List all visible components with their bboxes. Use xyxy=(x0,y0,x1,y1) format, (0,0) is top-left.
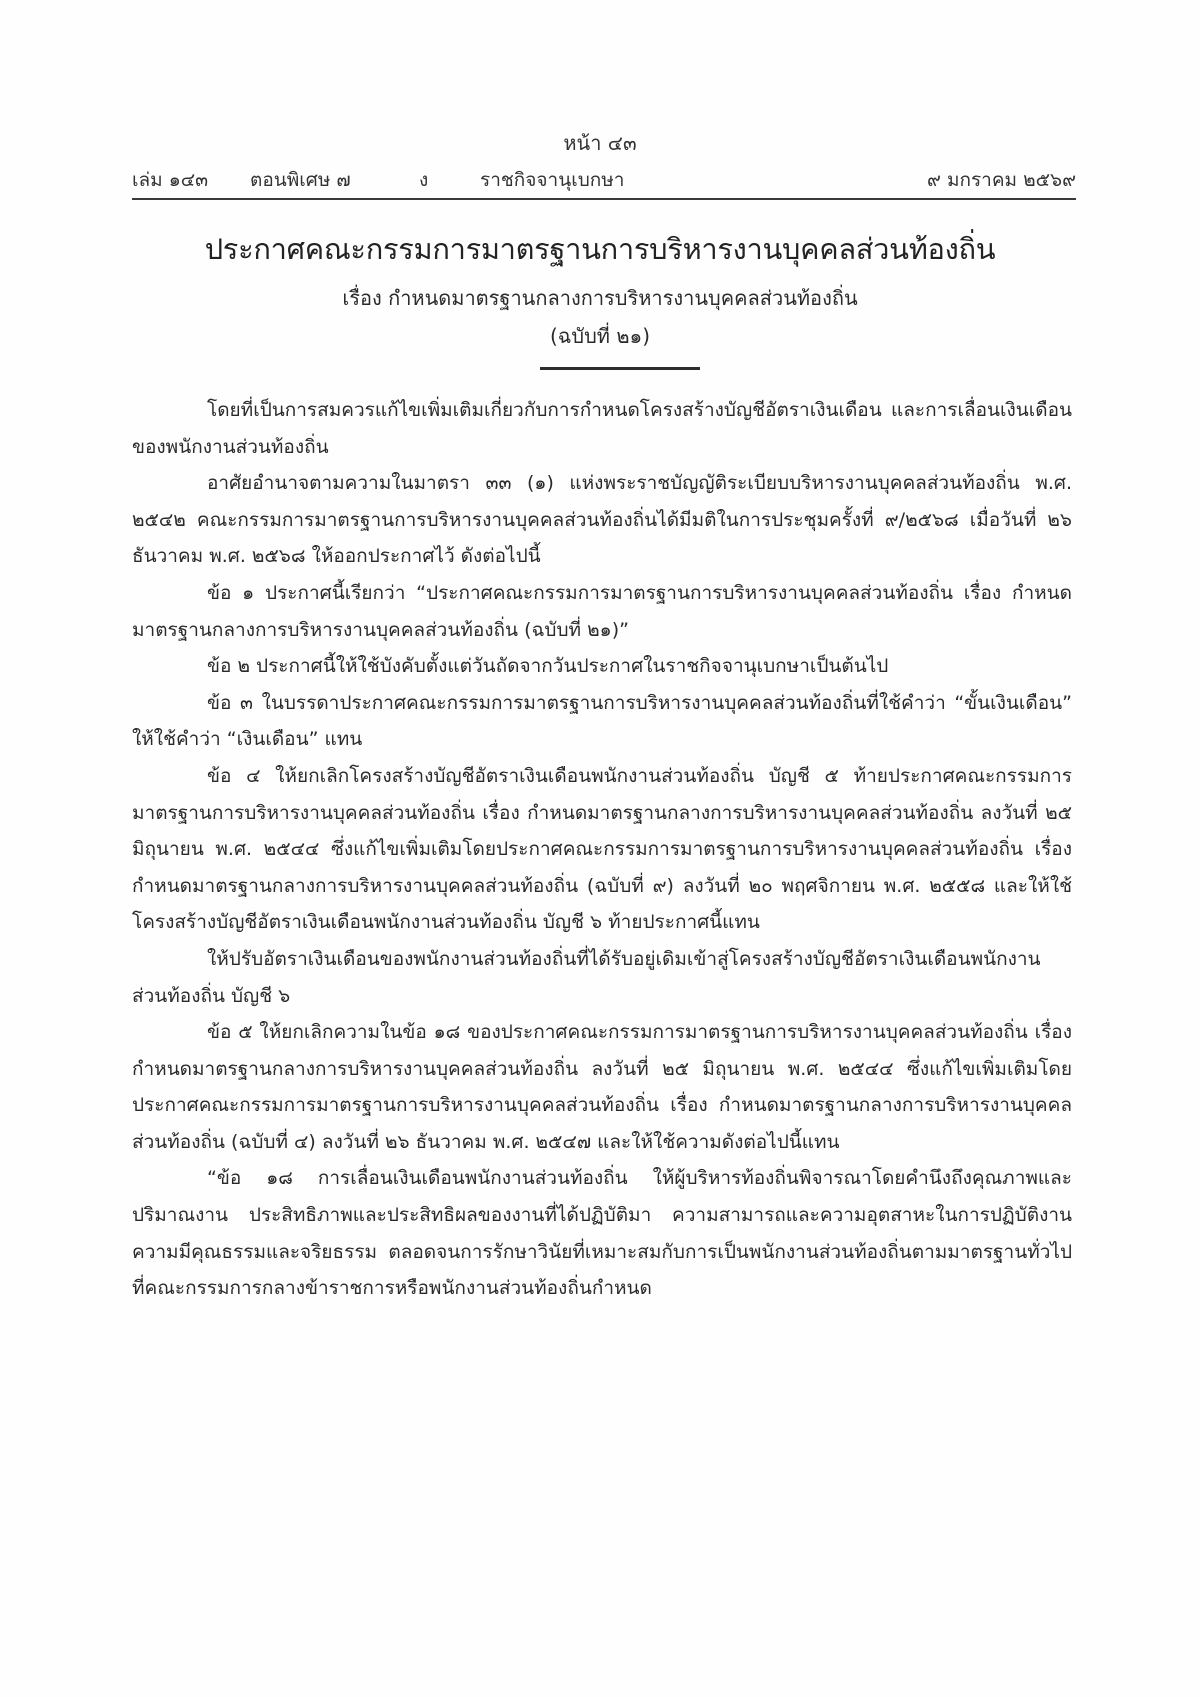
paragraph-clause-5: ข้อ ๕ ให้ยกเลิกความในข้อ ๑๘ ของประกาศคณะกรรมการมาตรฐานการบริหารงานบุคคลส่วนท้องถิ่น เรื่อง กำหนดมาตรฐานกลางการบริหารงานบุคคลส่วนท้องถิ่น ลงวันที่ ๒๕ มิถุนายน พ.ศ. ๒๕๔๔ ซึ่งแก้ไขเพิ่มเติมโดยประกาศคณะกรรมการมาตรฐานการบริหารงานบุคคลส่วนท้องถิ่น เรื่อง กำหนดมาตรฐานกลางการบริหารงานบุคคลส่วนท้องถิ่น (ฉบับที่ ๔) ลงวันที่ ๒๖ ธันวาคม พ.ศ. ๒๕๔๗ และให้ใช้ความดังต่อไปนี้แทน xyxy=(132,1021,1072,1153)
paragraph-clause-18-text: “ข้อ ๑๘ การเลื่อนเงินเดือนพนักงานส่วนท้องถิ่น ให้ผู้บริหารท้องถิ่นพิจารณาโดยคำนึงถึงคุณภาพและปริมาณงาน ประสิทธิภาพและประสิทธิผลของงานที่ได้ปฏิบัติมา ความสามารถและความอุตสาหะในการปฏิบัติงาน ความมีคุณธรรมและจริยธรรม ตลอดจนการรักษาวินัยที่เหมาะสมกับการเป็นพนักงานส่วนท้องถิ่นตามมาตรฐานทั่วไปที่คณะกรรมการกลางข้าราชการหรือพนักงานส่วนท้องถิ่นกำหนด xyxy=(132,1167,1072,1300)
publication-name: ราชกิจจานุเบกษา xyxy=(480,169,625,191)
paragraph-authority: อาศัยอำนาจตามความในมาตรา ๓๓ (๑) แห่งพระราชบัญญัติระเบียบบริหารงานบุคคลส่วนท้องถิ่น พ.ศ. ๒๕๔๒ คณะกรรมการมาตรฐานการบริหารงานบุคคลส่วนท้องถิ่นได้มีมติในการประชุมครั้งที่ ๙/๒๕๖๘ เมื่อวันที่ ๒๖ ธันวาคม พ.ศ. ๒๕๖๘ ให้ออกประกาศไว้ ดังต่อไปนี้ xyxy=(132,472,1072,568)
title-divider xyxy=(540,367,700,370)
gazette-header xyxy=(132,165,1076,195)
paragraph-preamble: โดยที่เป็นการสมควรแก้ไขเพิ่มเติมเกี่ยวกับการกำหนดโครงสร้างบัญชีอัตราเงินเดือน และการเลื่อนเงินเดือนของพนักงานส่วนท้องถิ่น xyxy=(132,399,1072,458)
volume-label: เล่ม ๑๔๓ xyxy=(132,169,209,191)
document-body xyxy=(132,392,1072,1307)
paragraph-clause-3: ข้อ ๓ ในบรรดาประกาศคณะกรรมการมาตรฐานการบริหารงานบุคคลส่วนท้องถิ่นที่ใช้คำว่า “ขั้นเงินเดือน” ให้ใช้คำว่า “เงินเดือน” แทน xyxy=(132,691,1072,751)
paragraph-clause-2: ข้อ ๒ ประกาศนี้ให้ใช้บังคับตั้งแต่วันถัดจากวันประกาศในราชกิจจานุเบกษาเป็นต้นไป xyxy=(207,655,889,678)
header-rule xyxy=(132,198,1076,200)
paragraph-clause-4-adjustment: ให้ปรับอัตราเงินเดือนของพนักงานส่วนท้องถิ่นที่ได้รับอยู่เดิมเข้าสู่โครงสร้างบัญชีอัตราเงินเดือนพนักงานส่วนท้องถิ่น บัญชี ๖ xyxy=(132,947,1041,1007)
document-subject: เรื่อง กำหนดมาตรฐานกลางการบริหารงานบุคคลส่วนท้องถิ่น xyxy=(342,286,858,310)
paragraph-clause-4: ข้อ ๔ ให้ยกเลิกโครงสร้างบัญชีอัตราเงินเดือนพนักงานส่วนท้องถิ่น บัญชี ๕ ท้ายประกาศคณะกรรมการมาตรฐานการบริหารงานบุคคลส่วนท้องถิ่น เรื่อง กำหนดมาตรฐานกลางการบริหารงานบุคคลส่วนท้องถิ่น ลงวันที่ ๒๕ มิถุนายน พ.ศ. ๒๕๔๔ ซึ่งแก้ไขเพิ่มเติมโดยประกาศคณะกรรมการมาตรฐานการบริหารงานบุคคลส่วนท้องถิ่น เรื่อง กำหนดมาตรฐานกลางการบริหารงานบุคคลส่วนท้องถิ่น (ฉบับที่ ๙) ลงวันที่ ๒๐ พฤศจิกายน พ.ศ. ๒๕๕๘ และให้ใช้โครงสร้างบัญชีอัตราเงินเดือนพนักงานส่วนท้องถิ่น บัญชี ๖ ท้ายประกาศนี้แทน xyxy=(132,764,1072,934)
publication-date: ๙ มกราคม ๒๕๖๙ xyxy=(926,169,1076,191)
paragraph-clause-1: ข้อ ๑ ประกาศนี้เรียกว่า “ประกาศคณะกรรมการมาตรฐานการบริหารงานบุคคลส่วนท้องถิ่น เรื่อง กำหนดมาตรฐานกลางการบริหารงานบุคคลส่วนท้องถิ่น (ฉบับที่ ๒๑)” xyxy=(132,581,1072,641)
issue-label: ตอนพิเศษ ๗ xyxy=(250,169,351,191)
document-title: ประกาศคณะกรรมการมาตรฐานการบริหารงานบุคคลส่วนท้องถิ่น xyxy=(204,232,996,266)
section-label: ง xyxy=(419,169,429,191)
page-number: หน้า ๔๓ xyxy=(563,131,637,155)
document-edition: (ฉบับที่ ๒๑) xyxy=(549,324,651,348)
